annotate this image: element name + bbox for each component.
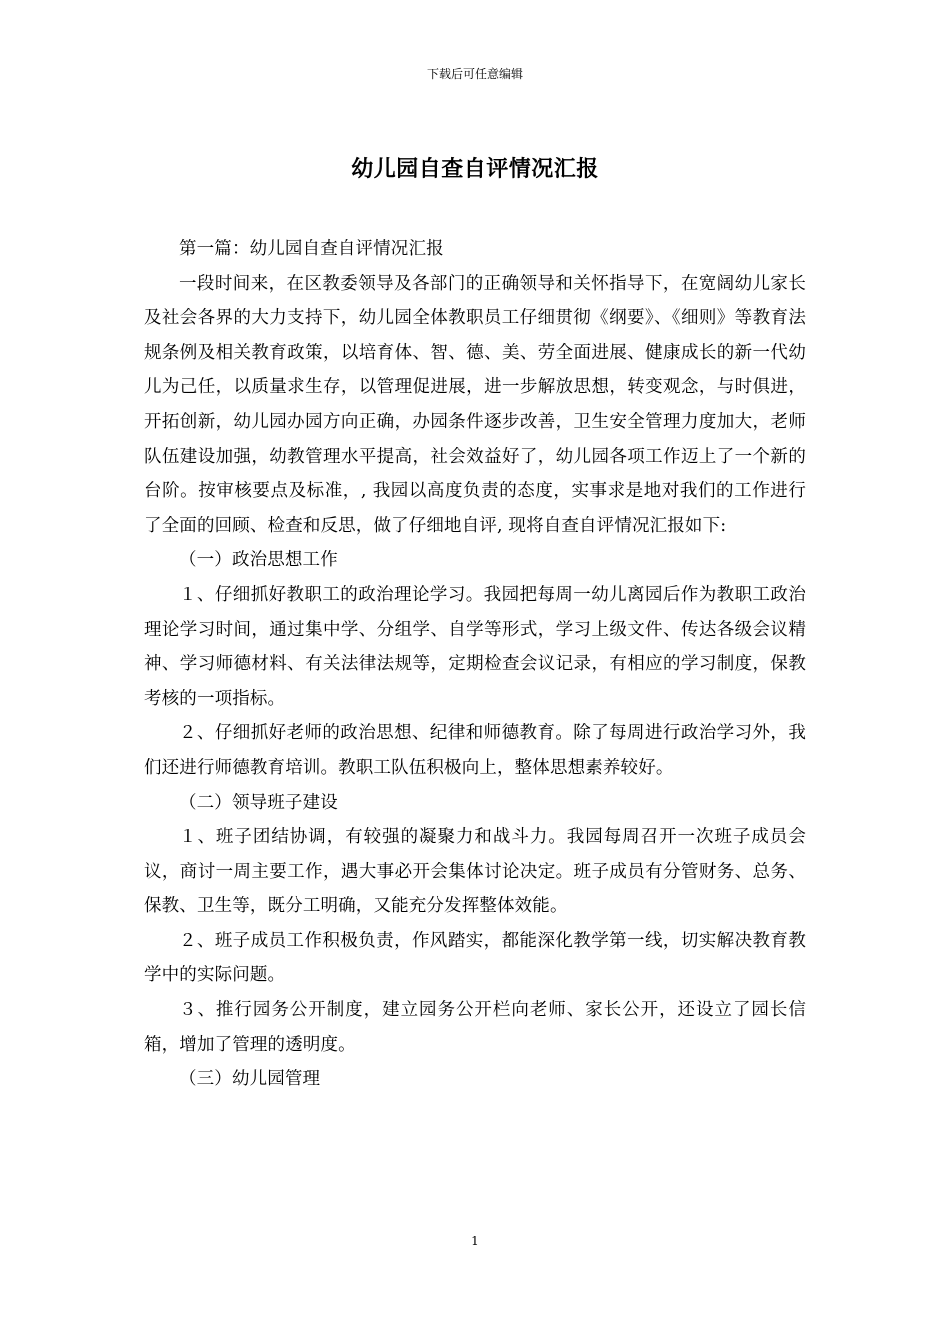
- document-title: 幼儿园自查自评情况汇报: [351, 157, 599, 182]
- paragraph: １、仔细抓好教职工的政治理论学习。我园把每周一幼儿离园后作为教职工政治理论学习时间，通过集中学、分组学、自学等形式，学习上级文件、传达各级会议精神、学习师德材料、有关法律法规等，定期检查会议记录，有相应的学习制度，保教考核的一项指标。: [144, 584, 806, 709]
- section-heading: 第一篇：幼儿园自查自评情况汇报: [179, 239, 444, 259]
- section-heading: （一）政治思想工作: [179, 550, 338, 571]
- section-heading: （二）领导班子建设: [179, 792, 338, 813]
- page-header: 下载后可任意编辑: [426, 67, 523, 81]
- paragraph: ２、仔细抓好老师的政治思想、纪律和师德教育。除了每周进行政治学习外，我们还进行师德教育培训。教职工队伍积极向上，整体思想素养较好。: [144, 723, 806, 778]
- section-heading: （三）幼儿园管理: [179, 1069, 321, 1090]
- paragraph: 一段时间来，在区教委领导及各部门的正确领导和关怀指导下，在宽阔幼儿家长及社会各界的大力支持下，幼儿园全体教职员工仔细贯彻《纲要》、《细则》等教育法规条例及相关教育政策，以培育体、智、德、美、劳全面进展、健康成长的新一代幼儿为己任，以质量求生存，以管理促进展，进一步解放思想，转变观念，与时俱进，开拓创新，幼儿园办园方向正确，办园条件逐步改善，卫生安全管理力度加大，老师队伍建设加强，幼教管理水平提高，社会效益好了，幼儿园各项工作迈上了一个新的台阶。按审核要点及标准，, 我园以高度负责的态度，实事求是地对我们的工作进行了全面的回顾、检查和反思，做了仔细地自评, 现将自查自评情况汇报如下:: [144, 273, 806, 536]
- paragraph: ２、班子成员工作积极负责，作风踏实，都能深化教学第一线，切实解决教育教学中的实际问题。: [144, 930, 806, 986]
- page-number: 1: [471, 1234, 479, 1248]
- document-body: [144, 232, 806, 1097]
- paragraph: ３、推行园务公开制度，建立园务公开栏向老师、家长公开，还设立了园长信箱，增加了管理的透明度。: [144, 1000, 806, 1055]
- paragraph: １、班子团结协调，有较强的凝聚力和战斗力。我园每周召开一次班子成员会议，商讨一周主要工作，遇大事必开会集体讨论决定。班子成员有分管财务、总务、保教、卫生等，既分工明确，又能充分发挥整体效能。: [144, 827, 806, 917]
